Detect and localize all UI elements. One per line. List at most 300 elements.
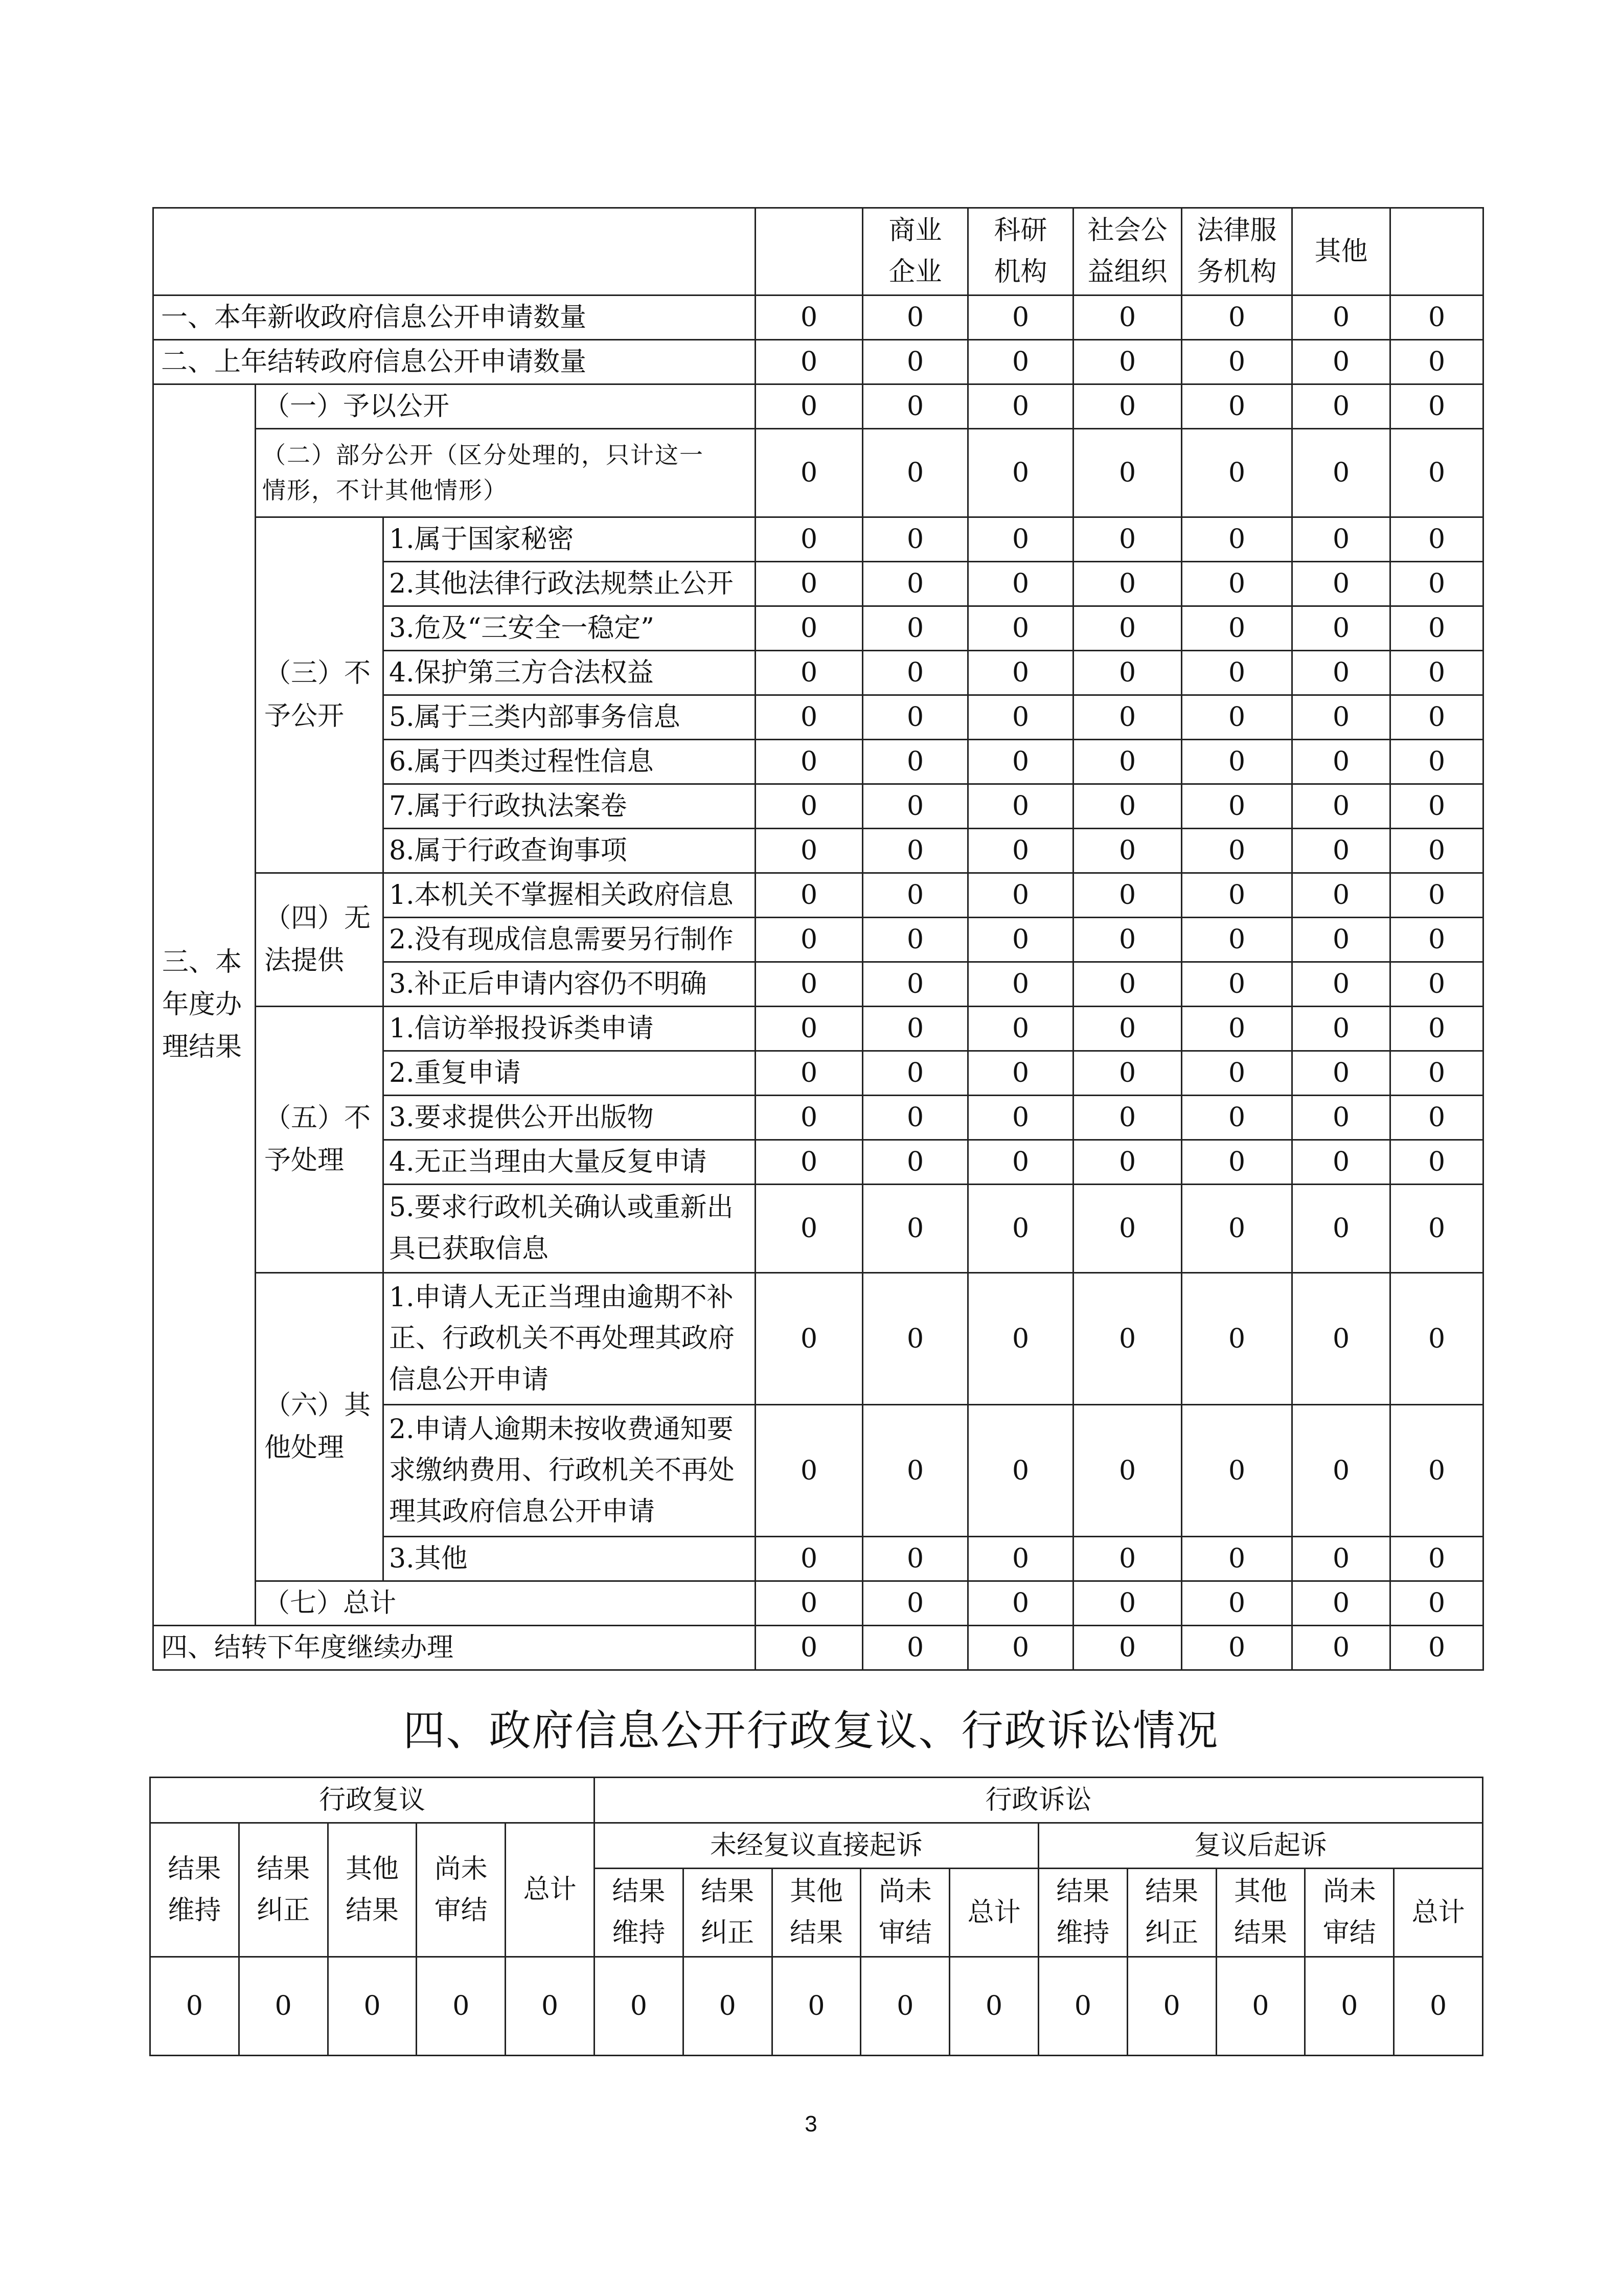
value-cell: 0 bbox=[1073, 295, 1182, 340]
header-research bbox=[968, 208, 1073, 295]
cell-text-line: 纠正 bbox=[1145, 1918, 1199, 1948]
value-cell: 0 bbox=[1390, 651, 1483, 695]
cell-text-line: 信息公开申请 bbox=[389, 1364, 549, 1395]
row-label: 2.其他法律行政法规禁止公开 bbox=[383, 562, 756, 606]
value-cell: 0 bbox=[1292, 740, 1390, 784]
value-cell: 0 bbox=[1182, 517, 1292, 562]
group-label bbox=[256, 517, 383, 873]
value-cell: 0 bbox=[968, 1007, 1073, 1051]
value-cell: 0 bbox=[1390, 562, 1483, 606]
value-cell: 0 bbox=[756, 384, 863, 429]
cell-text-line: 企业 bbox=[888, 257, 942, 287]
cell-text-line: 机构 bbox=[994, 257, 1047, 287]
row-label: 5.属于三类内部事务信息 bbox=[383, 695, 756, 740]
value-cell: 0 bbox=[1073, 340, 1182, 384]
column-header bbox=[861, 1869, 950, 1957]
value-cell: 0 bbox=[1073, 1273, 1182, 1405]
row-label: 3.补正后申请内容仍不明确 bbox=[383, 962, 756, 1007]
value-cell: 0 bbox=[863, 606, 968, 651]
table-row bbox=[150, 1957, 1483, 2056]
value-cell: 0 bbox=[968, 384, 1073, 429]
value-cell: 0 bbox=[1390, 784, 1483, 829]
cell-text-line: 审结 bbox=[434, 1895, 488, 1926]
value-cell: 0 bbox=[1182, 1626, 1292, 1670]
value-cell: 0 bbox=[756, 1581, 863, 1626]
value-cell: 0 bbox=[1390, 517, 1483, 562]
value-cell: 0 bbox=[772, 1957, 861, 2056]
value-cell: 0 bbox=[1292, 384, 1390, 429]
row-label bbox=[383, 1405, 756, 1537]
cell-text-line: 尚未 bbox=[434, 1853, 488, 1884]
group-label bbox=[256, 873, 383, 1007]
value-cell: 0 bbox=[1292, 918, 1390, 962]
cell-text-line: 科研 bbox=[994, 215, 1047, 246]
column-header-total: 总计 bbox=[506, 1823, 595, 1957]
value-cell: 0 bbox=[863, 340, 968, 384]
value-cell: 0 bbox=[863, 1405, 968, 1537]
row-label bbox=[383, 1185, 756, 1273]
cell-text-line: 结果 bbox=[345, 1895, 399, 1926]
column-header bbox=[1127, 1869, 1216, 1957]
row-label: 1.属于国家秘密 bbox=[383, 517, 756, 562]
value-cell: 0 bbox=[863, 918, 968, 962]
value-cell: 0 bbox=[863, 695, 968, 740]
value-cell: 0 bbox=[1073, 1051, 1182, 1096]
value-cell: 0 bbox=[1292, 1007, 1390, 1051]
value-cell: 0 bbox=[1073, 651, 1182, 695]
value-cell: 0 bbox=[756, 340, 863, 384]
cell-text-line: 纠正 bbox=[257, 1895, 310, 1926]
value-cell: 0 bbox=[1390, 918, 1483, 962]
value-cell: 0 bbox=[756, 562, 863, 606]
value-cell: 0 bbox=[1390, 1405, 1483, 1537]
value-cell: 0 bbox=[1073, 1405, 1182, 1537]
cell-text-line: 2.申请人逾期未按收费通知要 bbox=[389, 1414, 734, 1445]
table-row bbox=[150, 1823, 1483, 1869]
value-cell: 0 bbox=[863, 295, 968, 340]
value-cell: 0 bbox=[863, 784, 968, 829]
value-cell: 0 bbox=[863, 562, 968, 606]
header-litigation: 行政诉讼 bbox=[594, 1778, 1482, 1823]
header-row bbox=[153, 208, 1483, 295]
table-row bbox=[153, 1273, 1483, 1405]
value-cell: 0 bbox=[1292, 429, 1390, 517]
value-cell: 0 bbox=[1182, 873, 1292, 918]
value-cell: 0 bbox=[1390, 1140, 1483, 1185]
header-social bbox=[1073, 208, 1182, 295]
cell-text-line: 维持 bbox=[168, 1895, 221, 1926]
cell-text-line: 社会公 bbox=[1087, 215, 1168, 246]
value-cell: 0 bbox=[239, 1957, 328, 2056]
value-cell: 0 bbox=[968, 962, 1073, 1007]
table-row bbox=[153, 429, 1483, 517]
value-cell: 0 bbox=[968, 1537, 1073, 1581]
value-cell: 0 bbox=[756, 606, 863, 651]
cell-text-line: （二）部分公开（区分处理的，只计这一 bbox=[262, 441, 704, 469]
value-cell: 0 bbox=[968, 606, 1073, 651]
cell-text-line: 务机构 bbox=[1197, 257, 1277, 287]
value-cell: 0 bbox=[968, 918, 1073, 962]
value-cell: 0 bbox=[863, 1051, 968, 1096]
header-blank-cell bbox=[153, 208, 756, 295]
value-cell: 0 bbox=[1292, 651, 1390, 695]
cell-text-line: 结果 bbox=[612, 1876, 666, 1907]
value-cell: 0 bbox=[968, 695, 1073, 740]
row-label: 4.无正当理由大量反复申请 bbox=[383, 1140, 756, 1185]
value-cell: 0 bbox=[968, 562, 1073, 606]
value-cell: 0 bbox=[506, 1957, 595, 2056]
header-legal bbox=[1182, 208, 1292, 295]
value-cell: 0 bbox=[863, 384, 968, 429]
value-cell: 0 bbox=[1390, 695, 1483, 740]
value-cell: 0 bbox=[968, 784, 1073, 829]
review-litigation-table bbox=[149, 1777, 1483, 2056]
cell-text-line: 结果 bbox=[701, 1876, 755, 1907]
value-cell: 0 bbox=[1390, 1537, 1483, 1581]
cell-text-line: 尚未 bbox=[1322, 1876, 1376, 1907]
value-cell: 0 bbox=[1390, 384, 1483, 429]
value-cell: 0 bbox=[1182, 962, 1292, 1007]
header-after: 复议后起诉 bbox=[1038, 1823, 1482, 1869]
value-cell: 0 bbox=[417, 1957, 506, 2056]
value-cell: 0 bbox=[1073, 740, 1182, 784]
section-3-label bbox=[153, 384, 256, 1626]
value-cell: 0 bbox=[1292, 784, 1390, 829]
row-label: 3.危及“三安全一稳定” bbox=[383, 606, 756, 651]
cell-text-line: （三）不 bbox=[264, 658, 371, 689]
group-label bbox=[256, 1273, 383, 1581]
value-cell: 0 bbox=[863, 1273, 968, 1405]
value-cell: 0 bbox=[1292, 1140, 1390, 1185]
value-cell: 0 bbox=[968, 829, 1073, 873]
cell-text-line: （四）无 bbox=[264, 902, 371, 934]
row-label: 四、结转下年度继续办理 bbox=[153, 1626, 756, 1670]
table-row bbox=[153, 340, 1483, 384]
value-cell: 0 bbox=[863, 962, 968, 1007]
value-cell: 0 bbox=[1182, 1273, 1292, 1405]
value-cell: 0 bbox=[1073, 695, 1182, 740]
value-cell: 0 bbox=[1216, 1957, 1305, 2056]
cell-text-line: 审结 bbox=[1322, 1918, 1376, 1948]
cell-text-line: 益组织 bbox=[1087, 257, 1168, 287]
value-cell: 0 bbox=[756, 517, 863, 562]
row-label: 4.保护第三方合法权益 bbox=[383, 651, 756, 695]
value-cell: 0 bbox=[150, 1957, 239, 2056]
column-header bbox=[150, 1823, 239, 1957]
value-cell: 0 bbox=[1073, 1007, 1182, 1051]
row-label bbox=[256, 429, 756, 517]
value-cell: 0 bbox=[1182, 784, 1292, 829]
value-cell: 0 bbox=[1390, 873, 1483, 918]
value-cell: 0 bbox=[756, 1096, 863, 1140]
column-header-total: 总计 bbox=[950, 1869, 1039, 1957]
value-cell: 0 bbox=[1292, 695, 1390, 740]
table-row bbox=[150, 1778, 1483, 1823]
value-cell: 0 bbox=[863, 1185, 968, 1273]
value-cell: 0 bbox=[863, 1096, 968, 1140]
column-header bbox=[594, 1869, 683, 1957]
value-cell: 0 bbox=[968, 340, 1073, 384]
cell-text-line: 予处理 bbox=[264, 1145, 345, 1176]
value-cell: 0 bbox=[1182, 1007, 1292, 1051]
value-cell: 0 bbox=[968, 1626, 1073, 1670]
value-cell: 0 bbox=[968, 1581, 1073, 1626]
value-cell: 0 bbox=[328, 1957, 417, 2056]
value-cell: 0 bbox=[1182, 695, 1292, 740]
value-cell: 0 bbox=[756, 873, 863, 918]
value-cell: 0 bbox=[1073, 517, 1182, 562]
value-cell: 0 bbox=[756, 1140, 863, 1185]
cell-text-line: 结果 bbox=[1145, 1876, 1199, 1907]
value-cell: 0 bbox=[1390, 340, 1483, 384]
value-cell: 0 bbox=[1292, 873, 1390, 918]
value-cell: 0 bbox=[1038, 1957, 1127, 2056]
value-cell: 0 bbox=[968, 1051, 1073, 1096]
value-cell: 0 bbox=[863, 651, 968, 695]
value-cell: 0 bbox=[950, 1957, 1039, 2056]
value-cell: 0 bbox=[1073, 829, 1182, 873]
value-cell: 0 bbox=[1182, 562, 1292, 606]
value-cell: 0 bbox=[1182, 606, 1292, 651]
value-cell: 0 bbox=[863, 429, 968, 517]
value-cell: 0 bbox=[1292, 1581, 1390, 1626]
header-review: 行政复议 bbox=[150, 1778, 595, 1823]
value-cell: 0 bbox=[1292, 1185, 1390, 1273]
table-row bbox=[153, 295, 1483, 340]
table-row bbox=[153, 1581, 1483, 1626]
value-cell: 0 bbox=[1073, 429, 1182, 517]
section-4-title: 四、政府信息公开行政复议、行政诉讼情况 bbox=[403, 1707, 1219, 1755]
value-cell: 0 bbox=[756, 740, 863, 784]
cell-text-line: 理结果 bbox=[162, 1032, 242, 1063]
value-cell: 0 bbox=[1073, 784, 1182, 829]
row-label: 1.信访举报投诉类申请 bbox=[383, 1007, 756, 1051]
cell-text-line: 予公开 bbox=[264, 700, 345, 732]
value-cell: 0 bbox=[756, 1007, 863, 1051]
value-cell: 0 bbox=[1073, 1537, 1182, 1581]
value-cell: 0 bbox=[968, 1096, 1073, 1140]
column-header bbox=[328, 1823, 417, 1957]
table-row bbox=[153, 1007, 1483, 1051]
value-cell: 0 bbox=[1390, 962, 1483, 1007]
value-cell: 0 bbox=[968, 517, 1073, 562]
value-cell: 0 bbox=[1292, 829, 1390, 873]
header-commerce bbox=[863, 208, 968, 295]
value-cell: 0 bbox=[1390, 1185, 1483, 1273]
value-cell: 0 bbox=[1390, 606, 1483, 651]
value-cell: 0 bbox=[1292, 606, 1390, 651]
value-cell: 0 bbox=[863, 1581, 968, 1626]
value-cell: 0 bbox=[756, 1051, 863, 1096]
column-header bbox=[772, 1869, 861, 1957]
value-cell: 0 bbox=[1390, 1096, 1483, 1140]
value-cell: 0 bbox=[1182, 1185, 1292, 1273]
cell-text-line: 法提供 bbox=[264, 945, 345, 976]
value-cell: 0 bbox=[863, 873, 968, 918]
application-statistics-table bbox=[152, 207, 1484, 1671]
value-cell: 0 bbox=[968, 1273, 1073, 1405]
value-cell: 0 bbox=[756, 1405, 863, 1537]
value-cell: 0 bbox=[1073, 1185, 1182, 1273]
value-cell: 0 bbox=[1182, 1537, 1292, 1581]
cell-text-line: 理其政府信息公开申请 bbox=[389, 1496, 655, 1527]
row-label: 一、本年新收政府信息公开申请数量 bbox=[153, 295, 756, 340]
value-cell: 0 bbox=[1390, 1273, 1483, 1405]
column-header-total: 总计 bbox=[1394, 1869, 1483, 1957]
value-cell: 0 bbox=[1390, 829, 1483, 873]
cell-text-line: （五）不 bbox=[264, 1102, 371, 1133]
cell-text-line: 求缴纳费用、行政机关不再处 bbox=[389, 1455, 735, 1486]
value-cell: 0 bbox=[1073, 918, 1182, 962]
value-cell: 0 bbox=[968, 740, 1073, 784]
row-label: 1.本机关不掌握相关政府信息 bbox=[383, 873, 756, 918]
value-cell: 0 bbox=[1292, 1537, 1390, 1581]
value-cell: 0 bbox=[1182, 429, 1292, 517]
cell-text-line: 正、行政机关不再处理其政府 bbox=[389, 1323, 735, 1354]
value-cell: 0 bbox=[756, 829, 863, 873]
value-cell: 0 bbox=[1182, 1051, 1292, 1096]
value-cell: 0 bbox=[1390, 1051, 1483, 1096]
cell-text-line: 其他 bbox=[345, 1853, 399, 1884]
value-cell: 0 bbox=[1292, 562, 1390, 606]
value-cell: 0 bbox=[1292, 1051, 1390, 1096]
value-cell: 0 bbox=[1390, 1581, 1483, 1626]
value-cell: 0 bbox=[1127, 1957, 1216, 2056]
row-label: 2.重复申请 bbox=[383, 1051, 756, 1096]
table-row bbox=[153, 384, 1483, 429]
cell-text-line: 具已获取信息 bbox=[389, 1234, 549, 1264]
value-cell: 0 bbox=[1292, 1273, 1390, 1405]
value-cell: 0 bbox=[756, 695, 863, 740]
value-cell: 0 bbox=[1182, 829, 1292, 873]
cell-text-line: 维持 bbox=[612, 1918, 666, 1948]
row-label: 3.要求提供公开出版物 bbox=[383, 1096, 756, 1140]
value-cell: 0 bbox=[1073, 962, 1182, 1007]
value-cell: 0 bbox=[1390, 295, 1483, 340]
cell-text-line: 年度办 bbox=[162, 989, 242, 1020]
cell-text-line: 三、本 bbox=[162, 946, 242, 977]
header-other: 其他 bbox=[1292, 208, 1390, 295]
cell-text-line: 结果 bbox=[257, 1853, 310, 1884]
value-cell: 0 bbox=[1292, 1405, 1390, 1537]
value-cell: 0 bbox=[1073, 1626, 1182, 1670]
value-cell: 0 bbox=[863, 517, 968, 562]
value-cell: 0 bbox=[863, 829, 968, 873]
value-cell: 0 bbox=[968, 873, 1073, 918]
cell-text-line: 结果 bbox=[168, 1853, 221, 1884]
value-cell: 0 bbox=[968, 1185, 1073, 1273]
row-label: 2.没有现成信息需要另行制作 bbox=[383, 918, 756, 962]
cell-text-line: 法律服 bbox=[1197, 215, 1277, 246]
value-cell: 0 bbox=[683, 1957, 772, 2056]
page-number: 3 bbox=[805, 2111, 817, 2136]
cell-text-line: 其他 bbox=[789, 1876, 843, 1907]
value-cell: 0 bbox=[863, 1626, 968, 1670]
cell-text-line: 他处理 bbox=[264, 1433, 345, 1463]
row-label: 二、上年结转政府信息公开申请数量 bbox=[153, 340, 756, 384]
cell-text-line: 结果 bbox=[1233, 1918, 1287, 1948]
value-cell: 0 bbox=[1182, 295, 1292, 340]
value-cell: 0 bbox=[1292, 1096, 1390, 1140]
table-row bbox=[153, 873, 1483, 918]
value-cell: 0 bbox=[756, 651, 863, 695]
value-cell: 0 bbox=[1390, 1007, 1483, 1051]
value-cell: 0 bbox=[1182, 918, 1292, 962]
value-cell: 0 bbox=[1292, 295, 1390, 340]
value-cell: 0 bbox=[1292, 340, 1390, 384]
value-cell: 0 bbox=[1073, 606, 1182, 651]
cell-text-line: 情形，不计其他情形） bbox=[262, 476, 508, 504]
value-cell: 0 bbox=[1073, 873, 1182, 918]
value-cell: 0 bbox=[1305, 1957, 1394, 2056]
header-blank-cell bbox=[756, 208, 863, 295]
cell-text-line: 商业 bbox=[888, 215, 942, 246]
cell-text-line: 5.要求行政机关确认或重新出 bbox=[389, 1192, 734, 1223]
value-cell: 0 bbox=[863, 1140, 968, 1185]
cell-text-line: 审结 bbox=[878, 1918, 932, 1948]
value-cell: 0 bbox=[756, 1273, 863, 1405]
value-cell: 0 bbox=[1073, 1581, 1182, 1626]
cell-text-line: 结果 bbox=[1056, 1876, 1110, 1907]
value-cell: 0 bbox=[863, 1537, 968, 1581]
header-direct: 未经复议直接起诉 bbox=[594, 1823, 1038, 1869]
cell-text-line: （六）其 bbox=[264, 1390, 371, 1421]
value-cell: 0 bbox=[1292, 962, 1390, 1007]
value-cell: 0 bbox=[1390, 1626, 1483, 1670]
column-header bbox=[239, 1823, 328, 1957]
value-cell: 0 bbox=[968, 651, 1073, 695]
table-row bbox=[153, 517, 1483, 562]
value-cell: 0 bbox=[1292, 517, 1390, 562]
value-cell: 0 bbox=[1390, 740, 1483, 784]
value-cell: 0 bbox=[968, 1405, 1073, 1537]
value-cell: 0 bbox=[1292, 1626, 1390, 1670]
value-cell: 0 bbox=[756, 918, 863, 962]
value-cell: 0 bbox=[968, 429, 1073, 517]
value-cell: 0 bbox=[756, 1185, 863, 1273]
value-cell: 0 bbox=[1073, 384, 1182, 429]
value-cell: 0 bbox=[863, 1007, 968, 1051]
value-cell: 0 bbox=[863, 740, 968, 784]
cell-text-line: 1.申请人无正当理由逾期不补 bbox=[389, 1282, 734, 1313]
column-header bbox=[683, 1869, 772, 1957]
value-cell: 0 bbox=[1182, 1096, 1292, 1140]
column-header bbox=[417, 1823, 506, 1957]
row-label: （一）予以公开 bbox=[256, 384, 756, 429]
row-label bbox=[383, 1273, 756, 1405]
column-header bbox=[1305, 1869, 1394, 1957]
row-label: 6.属于四类过程性信息 bbox=[383, 740, 756, 784]
cell-text-line: 纠正 bbox=[701, 1918, 755, 1948]
value-cell: 0 bbox=[594, 1957, 683, 2056]
value-cell: 0 bbox=[756, 295, 863, 340]
value-cell: 0 bbox=[968, 1140, 1073, 1185]
column-header bbox=[1216, 1869, 1305, 1957]
row-label: 8.属于行政查询事项 bbox=[383, 829, 756, 873]
value-cell: 0 bbox=[1182, 651, 1292, 695]
value-cell: 0 bbox=[1390, 429, 1483, 517]
cell-text-line: 结果 bbox=[789, 1918, 843, 1948]
row-label: （七）总计 bbox=[256, 1581, 756, 1626]
value-cell: 0 bbox=[1073, 1140, 1182, 1185]
row-label: 7.属于行政执法案卷 bbox=[383, 784, 756, 829]
value-cell: 0 bbox=[756, 429, 863, 517]
table-row bbox=[153, 1626, 1483, 1670]
value-cell: 0 bbox=[756, 962, 863, 1007]
cell-text-line: 尚未 bbox=[878, 1876, 932, 1907]
value-cell: 0 bbox=[1182, 740, 1292, 784]
header-blank-cell bbox=[1390, 208, 1483, 295]
